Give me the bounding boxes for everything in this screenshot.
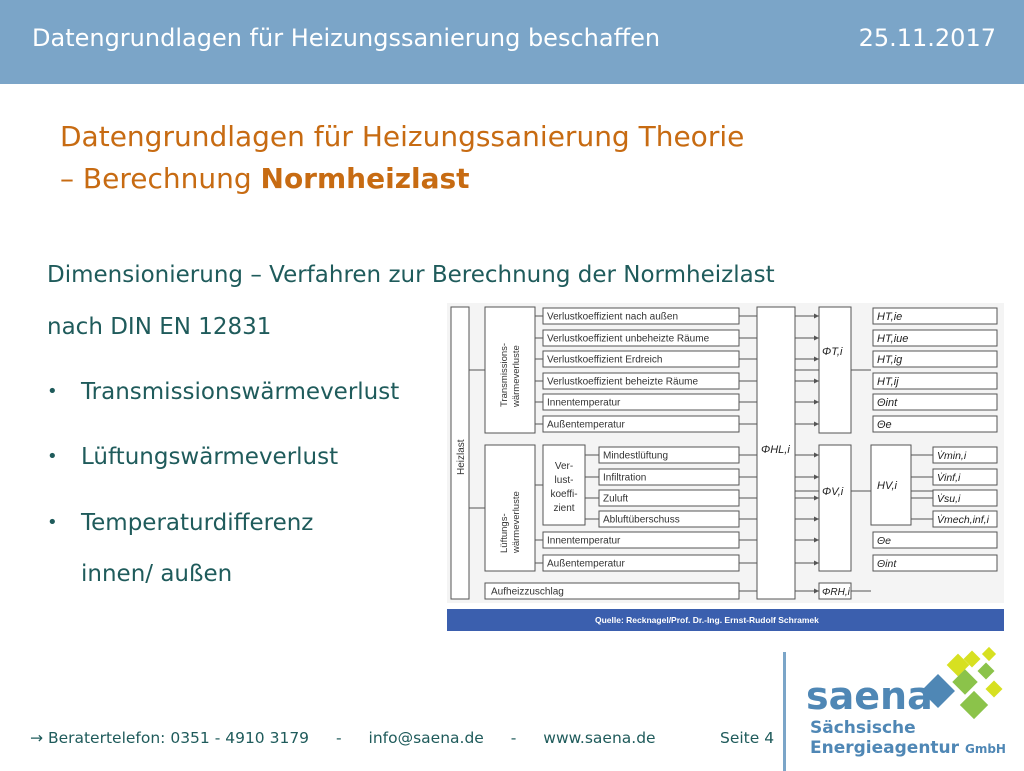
logo-suffix: GmbH	[964, 742, 1006, 756]
v-temp: Θe	[877, 535, 892, 547]
lueftung-group-box	[485, 445, 535, 571]
slide-title-line2	[60, 158, 744, 200]
trans-item: Verlustkoeffizient unbeheizte Räume	[547, 333, 710, 345]
bullet-text: Temperaturdifferenz	[81, 510, 314, 536]
slide-title-prefix: – Berechnung	[60, 162, 261, 195]
transmission-group-label-1: Transmissions-	[499, 342, 510, 407]
trans-item: Innentemperatur	[547, 397, 621, 409]
slide-title	[60, 116, 744, 200]
vlk-line: lust-	[554, 475, 574, 486]
vlk-line: koeffi-	[550, 489, 578, 500]
header-title: Datengrundlagen für Heizungssanierung beschaffen	[32, 24, 661, 52]
v-temp: Θint	[877, 558, 897, 570]
trans-item: Verlustkoeffizient nach außen	[547, 311, 679, 323]
vlk-line: Ver-	[554, 461, 574, 472]
transmission-group-box	[485, 307, 535, 433]
lueftung-group-label-1: Lüftungs-	[499, 513, 510, 553]
v-output: V̇su,i	[937, 493, 961, 505]
h-output: HT,ij	[877, 376, 899, 388]
footer-contact	[30, 729, 656, 747]
logo-line1: Sächsische	[810, 718, 916, 738]
trans-item: Verlustkoeffizient Erdreich	[547, 354, 663, 366]
phi-v-box	[819, 445, 851, 571]
bullet-text: innen/ außen	[81, 561, 233, 587]
lueftung-group-label-2: wärmeverluste	[511, 491, 522, 553]
vent-item: Infiltration	[603, 472, 647, 484]
h-output: HT,iue	[877, 333, 909, 345]
h-output: Θe	[877, 419, 892, 431]
source-text: Quelle: Recknagel/Prof. Dr.-Ing. Ernst-Rudolf Schramek	[595, 615, 819, 625]
footer-divider	[783, 652, 786, 771]
aufheizzuschlag-label: Aufheizzuschlag	[491, 586, 564, 598]
bullet-text: Transmissionswärmeverlust	[81, 379, 400, 405]
website-link[interactable]: www.saena.de	[543, 729, 656, 747]
page-number: Seite 4	[720, 729, 775, 747]
header-date: 25.11.2017	[858, 24, 996, 52]
phi-rh-label: ΦRH,i	[822, 587, 850, 598]
h-output: HT,ig	[877, 354, 903, 366]
intro-line1: Dimensionierung – Verfahren zur Berechnung der Normheizlast	[47, 262, 775, 288]
h-output: HT,ie	[877, 311, 903, 323]
saena-logo-name: saena	[806, 674, 933, 718]
phi-t-box	[819, 307, 851, 433]
v-output: V̇min,i	[937, 450, 967, 462]
footer-separator: -	[335, 729, 342, 747]
v-output: V̇inf,i	[937, 472, 961, 484]
trans-item: Außentemperatur	[547, 419, 625, 431]
h-v-label: HV,i	[877, 480, 897, 492]
vent-temp: Innentemperatur	[547, 535, 621, 547]
email-link[interactable]: info@saena.de	[368, 729, 484, 747]
intro-line2: nach DIN EN 12831	[47, 314, 272, 340]
logo-line2	[810, 738, 1006, 758]
vlk-line: zient	[553, 503, 575, 514]
slide-title-bold: Normheizlast	[260, 162, 470, 195]
phi-hl-label: ΦHL,i	[761, 444, 790, 456]
h-output: Θint	[877, 397, 898, 409]
trans-item: Verlustkoeffizient beheizte Räume	[547, 376, 699, 388]
heizlast-diagram	[447, 303, 1004, 631]
slide-title-line1: Datengrundlagen für Heizungssanierung Theorie	[60, 120, 745, 153]
vent-temp: Außentemperatur	[547, 558, 625, 570]
arrow-icon: →	[30, 729, 43, 747]
bullet-text: Lüftungswärmeverlust	[81, 444, 339, 470]
phi-t-label: ΦT,i	[822, 346, 843, 358]
heizlast-label: Heizlast	[456, 439, 467, 475]
phone-link[interactable]: Beratertelefon: 0351 - 4910 3179	[47, 729, 310, 747]
header-bar	[0, 0, 1024, 84]
vent-item: Abluftüberschuss	[603, 514, 680, 526]
phi-v-label: ΦV,i	[822, 486, 844, 498]
v-output: V̇mech,inf,i	[937, 514, 989, 526]
vent-item: Mindestlüftung	[603, 450, 669, 462]
logo-line2-text: Energieagentur	[810, 738, 960, 758]
footer-separator: -	[510, 729, 517, 747]
vent-item: Zuluft	[603, 493, 629, 505]
transmission-group-label-2: wärmeverluste	[511, 345, 522, 407]
